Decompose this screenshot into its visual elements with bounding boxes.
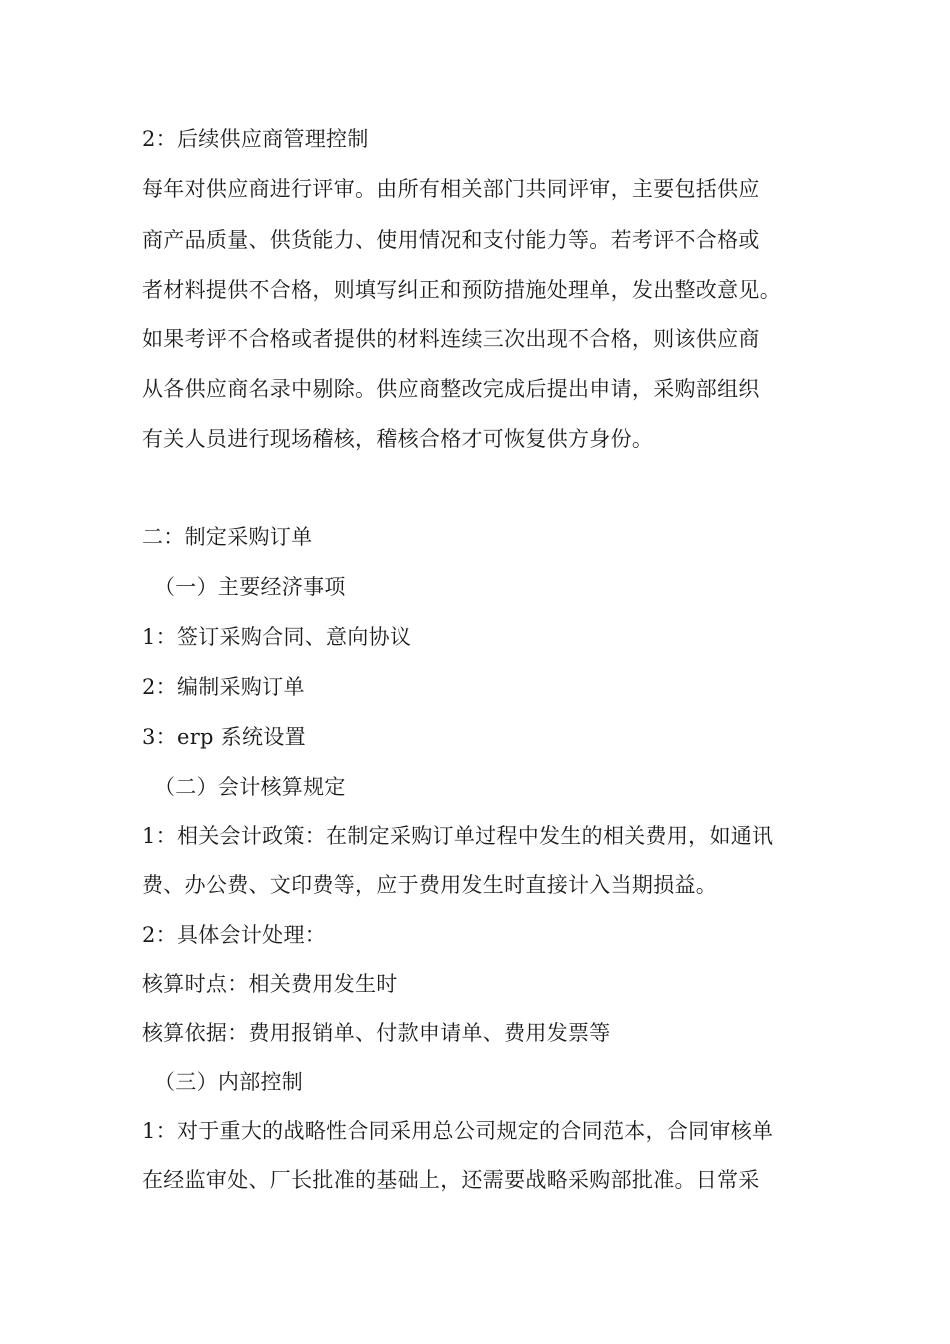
paragraph-line: 如果考评不合格或者提供的材料连续三次出现不合格，则该供应商 <box>142 327 760 351</box>
section-heading: 2：后续供应商管理控制 <box>142 127 369 151</box>
chapter-heading: 二：制定采购订单 <box>142 525 313 549</box>
paragraph-line: 1：相关会计政策：在制定采购订单过程中发生的相关费用，如通讯 <box>142 824 774 848</box>
list-item: 2：编制采购订单 <box>142 675 305 699</box>
paragraph-line: 商产品质量、供货能力、使用情况和支付能力等。若考评不合格或 <box>142 228 760 252</box>
subsection-heading: （一）主要经济事项 <box>154 575 346 599</box>
list-item: 1：签订采购合同、意向协议 <box>142 625 412 649</box>
paragraph-line: 核算时点：相关费用发生时 <box>142 972 398 996</box>
subsection-heading: （二）会计核算规定 <box>154 775 346 799</box>
paragraph-line: 费、办公费、文印费等，应于费用发生时直接计入当期损益。 <box>142 873 718 897</box>
paragraph-line: 者材料提供不合格，则填写纠正和预防措施处理单，发出整改意见。 <box>142 278 781 302</box>
list-item: 3：erp 系统设置 <box>142 725 306 749</box>
subsection-heading: （三）内部控制 <box>154 1070 304 1094</box>
paragraph-line: 从各供应商名录中剔除。供应商整改完成后提出申请，采购部组织 <box>142 377 760 401</box>
paragraph-line: 有关人员进行现场稽核，稽核合格才可恢复供方身份。 <box>142 427 654 451</box>
paragraph-line: 每年对供应商进行评审。由所有相关部门共同评审，主要包括供应 <box>142 177 760 201</box>
list-item: 2：具体会计处理： <box>142 923 327 947</box>
paragraph-line: 1：对于重大的战略性合同采用总公司规定的合同范本，合同审核单 <box>142 1119 774 1143</box>
paragraph-line: 在经监审处、厂长批准的基础上，还需要战略采购部批准。日常采 <box>142 1168 760 1192</box>
paragraph-line: 核算依据：费用报销单、付款申请单、费用发票等 <box>142 1021 611 1045</box>
